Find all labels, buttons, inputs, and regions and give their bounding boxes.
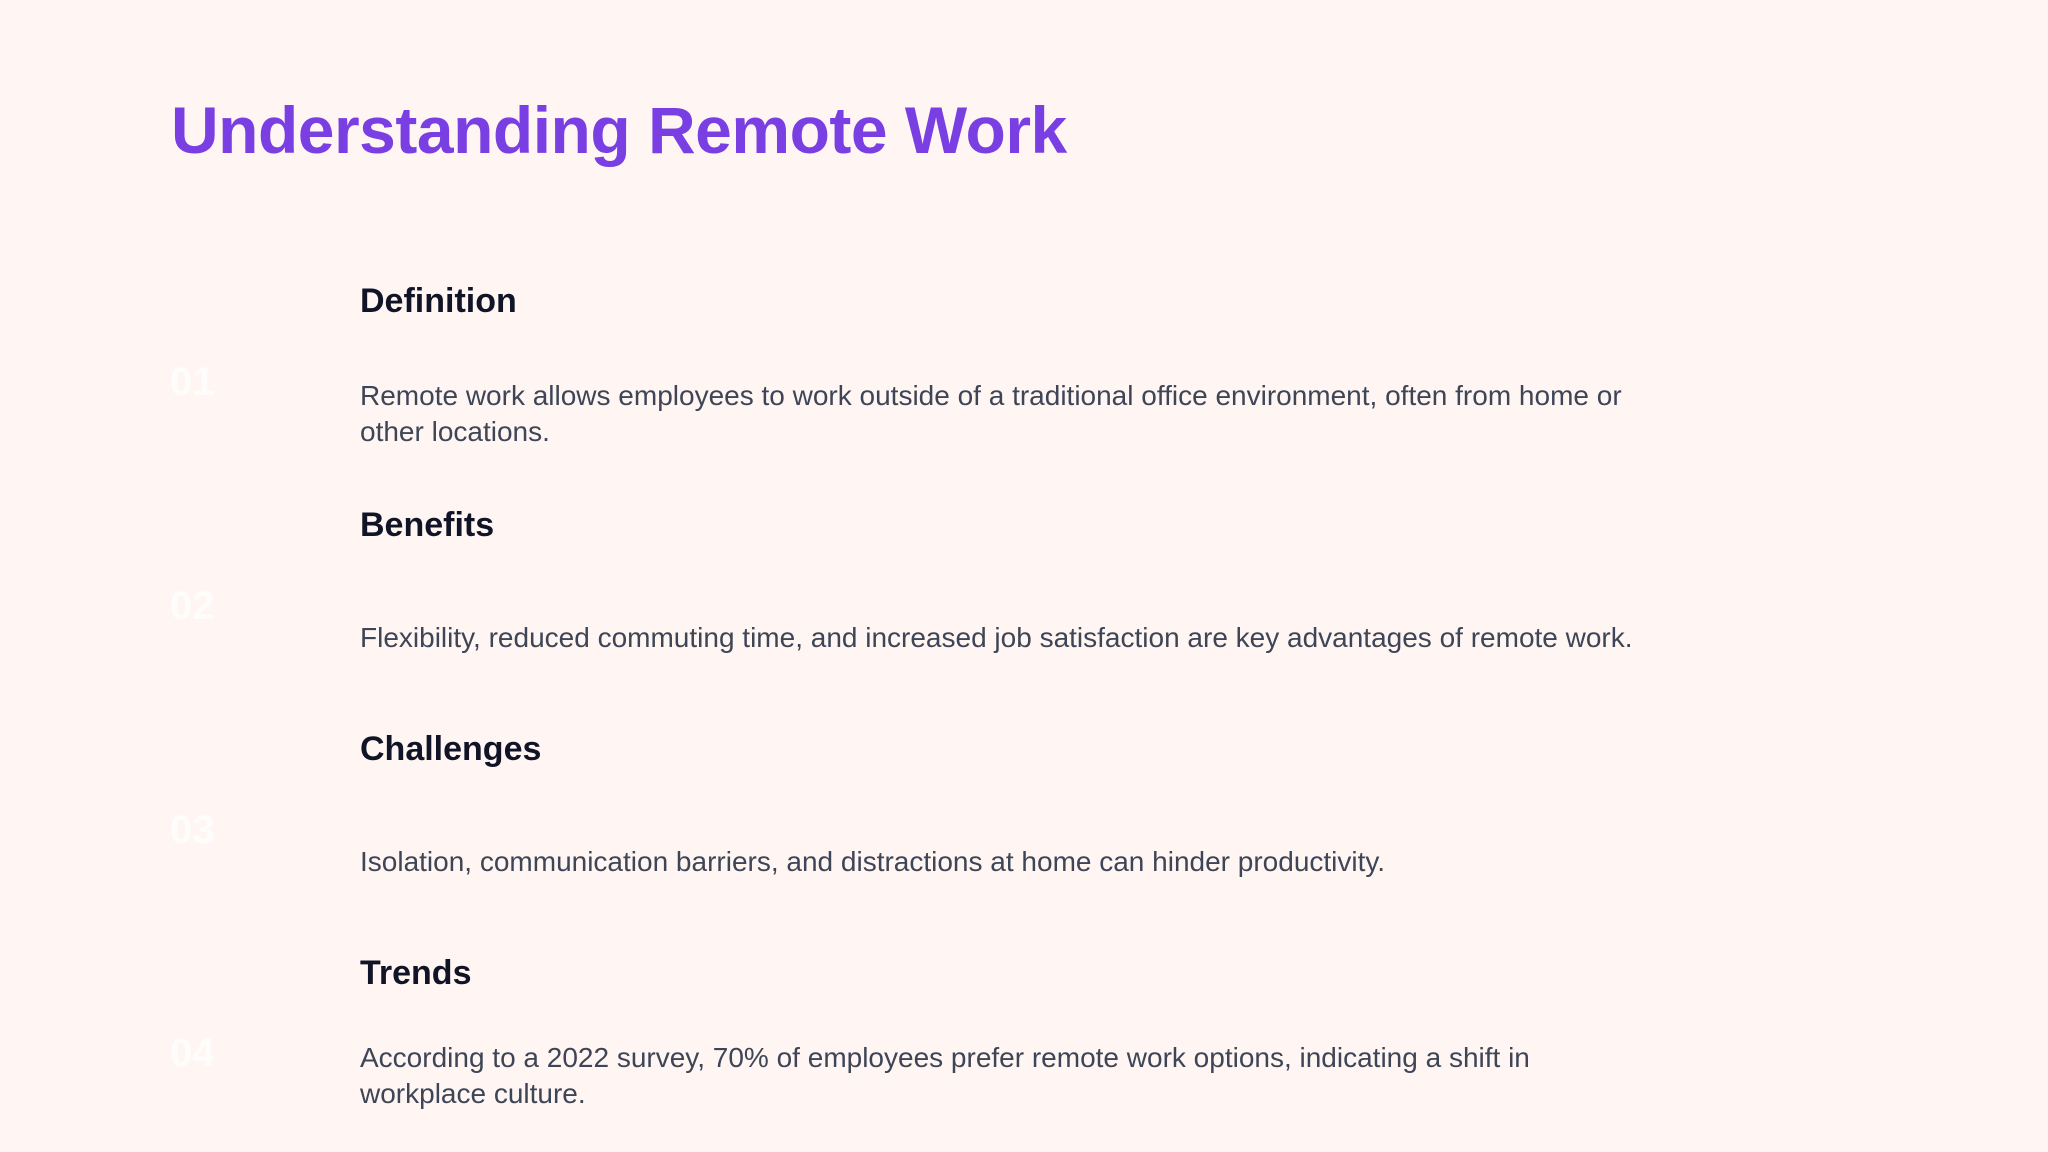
slide-title: Understanding Remote Work xyxy=(171,93,1067,167)
item-description: Remote work allows employees to work outside of a traditional office environment, often from home or other locations. xyxy=(360,380,1622,447)
item-heading: Challenges xyxy=(360,730,542,768)
item-heading: Benefits xyxy=(360,506,495,544)
item-description: Isolation, communication barriers, and distractions at home can hinder productivity. xyxy=(360,846,1386,877)
item-description: Flexibility, reduced commuting time, and increased job satisfaction are key advantages of remote work. xyxy=(360,622,1633,653)
item-description: According to a 2022 survey, 70% of employees prefer remote work options, indicating a shift in workplace culture. xyxy=(360,1042,1530,1109)
item-number: 04 xyxy=(170,1031,215,1075)
item-heading: Trends xyxy=(360,954,472,992)
item-number: 03 xyxy=(170,808,215,852)
item-number: 01 xyxy=(170,360,215,404)
item-number: 02 xyxy=(170,584,215,628)
item-heading: Definition xyxy=(360,282,517,320)
